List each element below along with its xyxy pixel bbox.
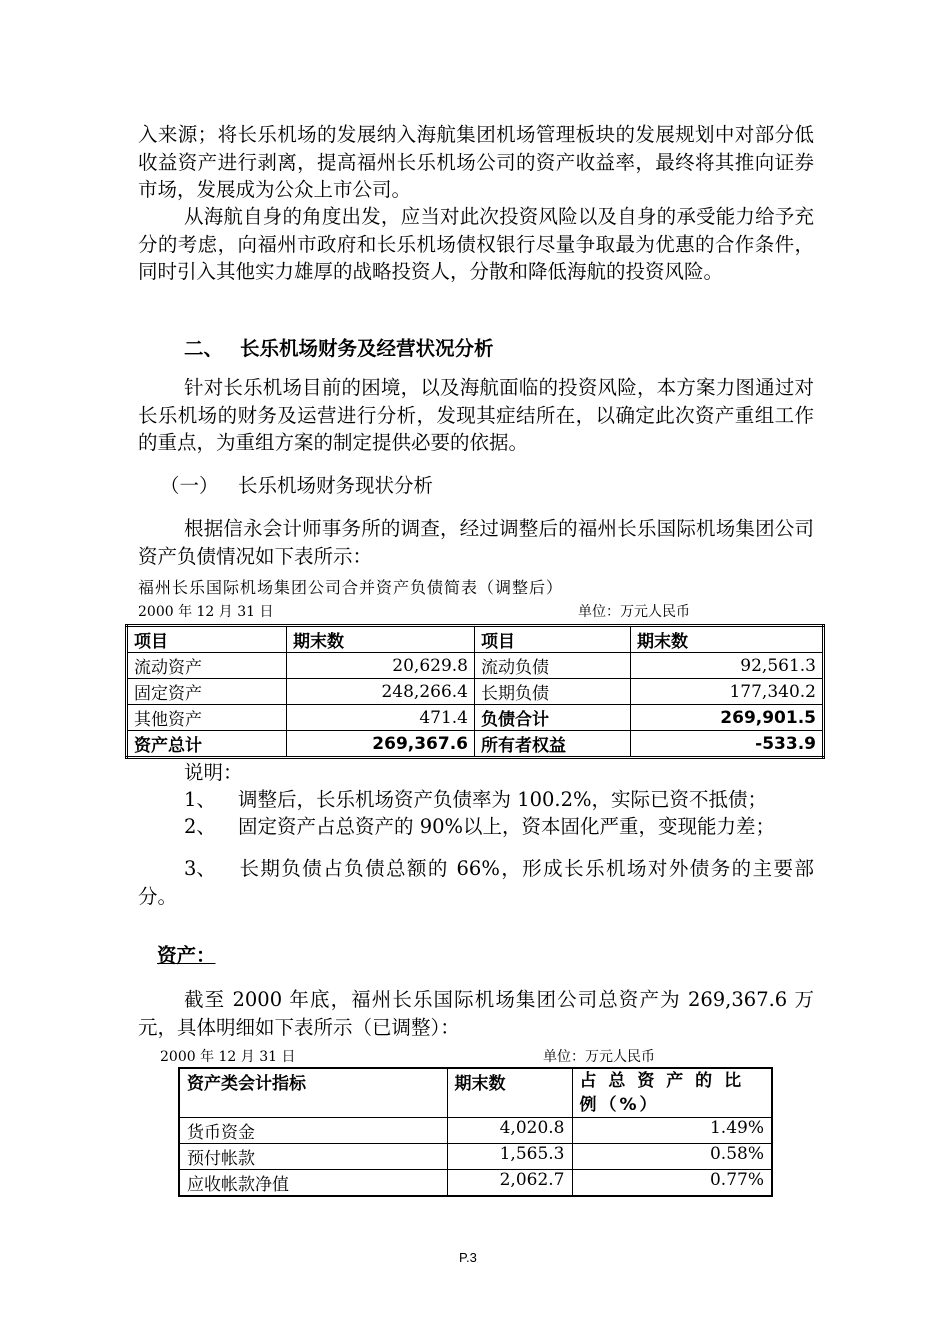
table-cell: 长期负债 [475, 679, 631, 705]
table-cell: 流动负债 [475, 653, 631, 679]
table-cell: 269,367.6 [287, 731, 475, 758]
table-row [127, 705, 824, 731]
table-header-cell: 期末数 [287, 626, 475, 653]
table-cell: 177,340.2 [631, 679, 824, 705]
table-cell: 20,629.8 [287, 653, 475, 679]
table1-caption: 福州长乐国际机场集团公司合并资产负债简表（调整后） [138, 578, 564, 597]
table-cell: 所有者权益 [475, 731, 631, 758]
table-header-cell: 期末数 [631, 626, 824, 653]
page-number: P.3 [459, 1250, 477, 1265]
table-cell: 4,020.8 [447, 1118, 572, 1144]
note-2 [138, 813, 814, 841]
table-header-cell: 期末数 [447, 1068, 572, 1118]
table-cell: 1,565.3 [447, 1144, 572, 1170]
table-header-cell: 资产类会计指标 [179, 1068, 447, 1118]
note-text: 调整后，长乐机场资产负债率为 100.2%，实际已资不抵债； [238, 788, 768, 811]
section-number: 二、 [184, 337, 224, 360]
note-1 [138, 786, 814, 814]
note-number: 1、 [184, 788, 216, 811]
note-number: 3、 [184, 857, 216, 880]
assets-heading: 资产： [157, 944, 216, 967]
section-title: 长乐机场财务及经营状况分析 [240, 337, 494, 360]
table-cell: -533.9 [631, 731, 824, 758]
table-cell: 471.4 [287, 705, 475, 731]
table-row [127, 731, 824, 758]
note-number: 2、 [184, 815, 216, 838]
table-cell: 92,561.3 [631, 653, 824, 679]
table-header-cell: 占 总 资 产 的 比 例（%） [572, 1068, 772, 1118]
table1-date: 2000 年 12 月 31 日 [138, 604, 274, 620]
table1-unit: 单位：万元人民币 [578, 604, 690, 620]
table-row [179, 1144, 772, 1170]
table-row [127, 679, 824, 705]
balance-sheet-table [125, 624, 825, 759]
subsection-number: （一） [160, 474, 219, 497]
table-cell: 2,062.7 [447, 1170, 572, 1197]
note-text: 固定资产占总资产的 90%以上，资本固化严重，变现能力差； [238, 815, 776, 838]
paragraph-analysis: 针对长乐机场目前的困境，以及海航面临的投资风险，本方案力图通过对长乐机场的财务及运营进行分析，发现其症结所在，以确定此次资产重组工作的重点，为重组方案的制定提供必要的依据。 [138, 376, 814, 454]
table-cell: 资产总计 [127, 731, 287, 758]
table2-date: 2000 年 12 月 31 日 [160, 1049, 296, 1065]
paragraph-risk: 从海航自身的角度出发，应当对此次投资风险以及自身的承受能力给予充分的考虑，向福州市政府和长乐机场债权银行尽量争取最为优惠的合作条件，同时引入其他实力雄厚的战略投资人，分散和降低海航的投资风险。 [138, 205, 814, 283]
table-row [179, 1170, 772, 1197]
table-cell: 其他资产 [127, 705, 287, 731]
table-row [179, 1118, 772, 1144]
subsection-title: 长乐机场财务现状分析 [238, 474, 434, 497]
table-header-row [179, 1068, 772, 1118]
table-header-cell: 项目 [475, 626, 631, 653]
table-cell: 预付帐款 [179, 1144, 447, 1170]
subsection-heading [160, 470, 433, 498]
paragraph-assets: 截至 2000 年底，福州长乐国际机场集团公司总资产为 269,367.6 万元，具体明细如下表所示（已调整）： [138, 988, 814, 1039]
table-cell: 248,266.4 [287, 679, 475, 705]
table-cell: 应收帐款净值 [179, 1170, 447, 1197]
note-text: 长期负债占负债总额的 66%，形成长乐机场对外债务的主要部分。 [138, 857, 814, 908]
table-header-row [127, 626, 824, 653]
paragraph-intro: 入来源；将长乐机场的发展纳入海航集团机场管理板块的发展规划中对部分低收益资产进行剥离，提高福州长乐机场公司的资产收益率，最终将其推向证券市场，发展成为公众上市公司。 [138, 123, 814, 201]
table-cell: 0.58% [572, 1144, 772, 1170]
table-cell: 货币资金 [179, 1118, 447, 1144]
table-cell: 流动资产 [127, 653, 287, 679]
table2-unit: 单位：万元人民币 [543, 1049, 655, 1065]
paragraph-survey: 根据信永会计师事务所的调查，经过调整后的福州长乐国际机场集团公司资产负债情况如下表所示： [138, 517, 814, 568]
section-heading [184, 333, 494, 361]
notes-label: 说明： [184, 761, 243, 784]
table-cell: 269,901.5 [631, 705, 824, 731]
asset-detail-table [178, 1067, 773, 1197]
table-header-cell: 项目 [127, 626, 287, 653]
table-row [127, 653, 824, 679]
table-cell: 负债合计 [475, 705, 631, 731]
table-cell: 固定资产 [127, 679, 287, 705]
note-3 [138, 855, 814, 910]
table-cell: 0.77% [572, 1170, 772, 1197]
table-cell: 1.49% [572, 1118, 772, 1144]
